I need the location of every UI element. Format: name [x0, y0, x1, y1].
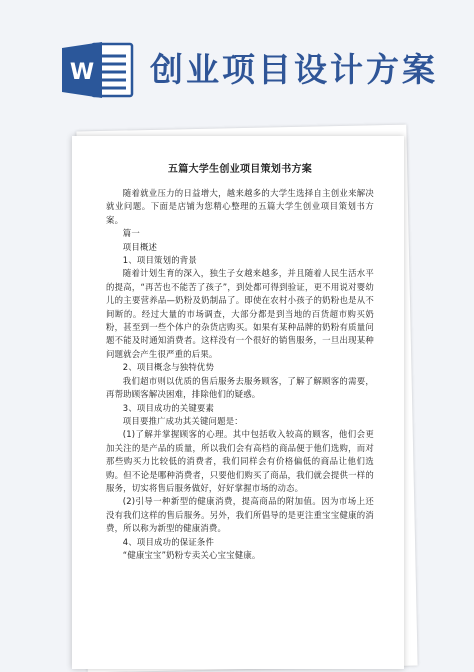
paragraph: 2、项目概念与独特优势 — [122, 362, 215, 373]
paragraph: 1、项目策划的背景 — [122, 255, 197, 266]
page-title: 创业项目设计方案 — [150, 50, 438, 89]
paragraph: “健康宝宝”奶粉专卖关心宝宝健康。 — [122, 549, 261, 560]
paragraph: 4、项目成功的保证条件 — [122, 536, 215, 547]
paragraph: 项目概述 — [122, 241, 158, 252]
paragraph: (2)引导一种新型的健康消费，提高商品的附加值。因为市场上还没有我们这样的售后服务。另外，我们所倡导的是更注重宝宝健康的消费，所以称为新型的健康消费。 — [106, 496, 374, 534]
paragraph: 随着计划生育的深入，独生子女越来越多，并且随着人民生活水平的提高，“再苦也不能苦了孩子”，到处都可得到验证，更不用说对婴幼儿的主要营养品—奶粉及奶制品了。即使在农村小孩子的奶粉也是从不间断的。经过大量的市场调查，大部分都是到当地的百货超市购买奶粉，甚至到一些个体户的杂货店购买。如果有某种品牌的奶粉有质量问题不能及时通知消费者。这样没有一个很好的销售服务，一旦出现某种问题就会产生很严重的后果。 — [106, 268, 374, 359]
paragraph: 3、项目成功的关键要素 — [122, 402, 215, 413]
paragraph: 随着就业压力的日益增大，越来越多的大学生选择自主创业来解决就业问题。下面是店铺为您精心整理的五篇大学生创业项目策划书方案。 — [106, 188, 374, 225]
word-document-icon — [62, 40, 134, 100]
paragraph: 篇一 — [122, 228, 140, 239]
paragraph: (1)了解并掌握顾客的心理。其中包括收入较高的顾客，他们会更加关注的是产品的质量，所以我们会有高档的商品便于他们选购，而对那些购买力比较低的消费者，我们同样会有价格偏低的商品让他们选购。但不论是哪种消费者，只要他们购买了商品，我们就会提供一样的服务，切实将售后服务做好，好好掌握市场的动态。 — [106, 429, 374, 493]
document-page — [72, 136, 404, 669]
paragraph: 我们超市则以优质的售后服务去服务顾客，了解了解顾客的需要，再帮助顾客解决困难，排除他们的疑惑。 — [106, 375, 374, 400]
document-title: 五篇大学生创业项目策划书方案 — [167, 164, 313, 175]
header-banner — [0, 0, 474, 112]
document-body — [106, 187, 374, 562]
paragraph: 项目要推广成功其关键问题是： — [122, 415, 243, 426]
word-icon-letter: W — [69, 60, 95, 85]
